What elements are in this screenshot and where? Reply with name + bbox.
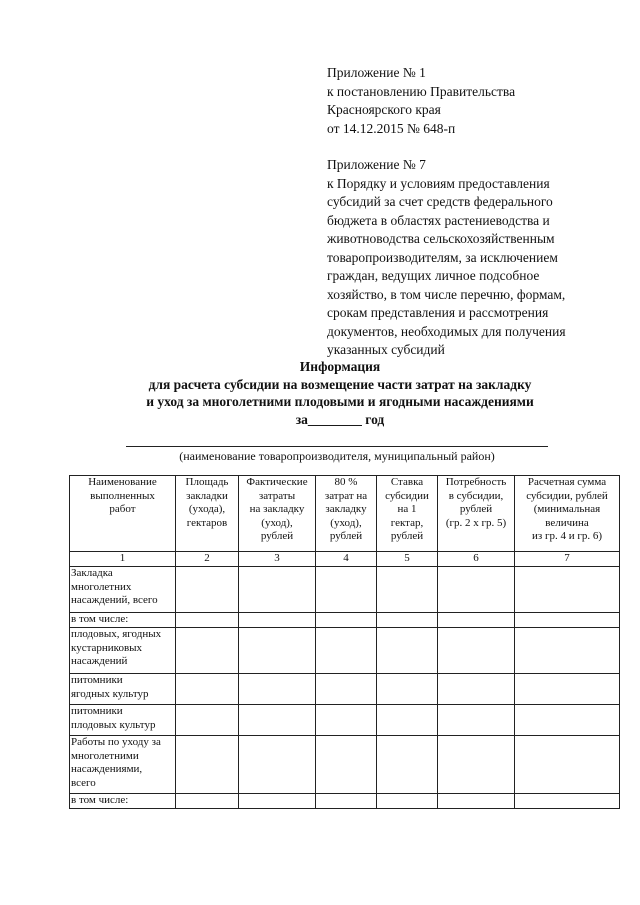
- annex7-line: к Порядку и условиям предоставления: [327, 175, 550, 191]
- annex1-line: Приложение № 1: [327, 65, 426, 80]
- table-cell: [377, 736, 438, 794]
- row-label: питомники ягодных культур: [70, 674, 176, 705]
- document-title: Информация: [299, 359, 381, 374]
- table-cell: [515, 674, 620, 705]
- table-cell: [316, 674, 377, 705]
- table-cell: [176, 794, 239, 809]
- column-number: 4: [316, 552, 377, 567]
- table-cell: [316, 628, 377, 674]
- column-number: 7: [515, 552, 620, 567]
- header-cell-area: Площадь закладки (ухода), гектаров: [176, 476, 239, 552]
- table-cell: [176, 736, 239, 794]
- table-cell: [515, 628, 620, 674]
- table-cell: [438, 794, 515, 809]
- table-cell: [515, 613, 620, 628]
- annex7-line: субсидий за счет средств федерального: [327, 194, 553, 209]
- producer-name-line: [126, 446, 548, 447]
- table-cell: [438, 628, 515, 674]
- table-row: [70, 613, 620, 628]
- table-cell: [438, 705, 515, 736]
- table-cell: [515, 794, 620, 809]
- header-cell-calculated-sum: Расчетная сумма субсидии, рублей (минимальная величина из гр. 4 и гр. 6): [515, 476, 620, 552]
- table-cell: [239, 674, 316, 705]
- annex7-line: животноводства сельскохозяйственным: [327, 231, 555, 246]
- annex1-line: к постановлению Правительства: [327, 83, 516, 99]
- table-cell: [176, 628, 239, 674]
- table-cell: [515, 705, 620, 736]
- year-line: за________ год: [295, 411, 385, 427]
- annex7-line: документов, необходимых для получения: [327, 323, 566, 339]
- table-cell: [377, 705, 438, 736]
- column-number: 5: [377, 552, 438, 567]
- column-number: 1: [70, 552, 176, 567]
- header-cell-work-name: Наименование выполненных работ: [70, 476, 176, 552]
- table-cell: [316, 736, 377, 794]
- table-cell: [438, 674, 515, 705]
- table-cell: [438, 567, 515, 613]
- table-row: [70, 705, 620, 736]
- table-cell: [377, 674, 438, 705]
- row-label: Закладка многолетних насаждений, всего: [70, 567, 176, 613]
- column-number: 6: [438, 552, 515, 567]
- table-cell: [515, 567, 620, 613]
- column-number: 3: [239, 552, 316, 567]
- table-cell: [239, 736, 316, 794]
- table-row: [70, 628, 620, 674]
- table-cell: [316, 613, 377, 628]
- table-cell: [316, 794, 377, 809]
- table-cell: [377, 628, 438, 674]
- table-cell: [316, 705, 377, 736]
- header-cell-80-percent: 80 % затрат на закладку (уход), рублей: [316, 476, 377, 552]
- document-subtitle-line: и уход за многолетними плодовыми и ягодными насаждениями: [146, 394, 534, 409]
- header-cell-actual-costs: Фактические затраты на закладку (уход), рублей: [239, 476, 316, 552]
- annex7-line: указанных субсидий: [327, 342, 445, 357]
- column-number-row: [70, 552, 620, 567]
- row-label: плодовых, ягодных кустарниковых насаждений: [70, 628, 176, 674]
- table-cell: [176, 705, 239, 736]
- row-label: в том числе:: [70, 794, 176, 809]
- table-cell: [239, 705, 316, 736]
- table-row: [70, 567, 620, 613]
- table-cell: [239, 567, 316, 613]
- annex7-line: срокам представления и рассмотрения: [327, 305, 549, 320]
- table-row: [70, 794, 620, 809]
- table-cell: [377, 567, 438, 613]
- table-row: [70, 736, 620, 794]
- table-cell: [377, 794, 438, 809]
- annex7-line: граждан, ведущих личное подсобное: [327, 268, 540, 283]
- header-row: [70, 476, 620, 552]
- document-subtitle-line: для расчета субсидии на возмещение части затрат на закладку: [148, 376, 532, 392]
- row-label: питомники плодовых культур: [70, 705, 176, 736]
- column-number: 2: [176, 552, 239, 567]
- annex-block: [327, 64, 627, 360]
- table-cell: [239, 794, 316, 809]
- annex7-line: бюджета в областях растениеводства и: [327, 212, 550, 228]
- table-cell: [438, 613, 515, 628]
- table-cell: [515, 736, 620, 794]
- annex7-line: товаропроизводителям, за исключением: [327, 249, 558, 265]
- table-row: [70, 674, 620, 705]
- table-cell: [239, 628, 316, 674]
- table-cell: [239, 613, 316, 628]
- annex1-line: Красноярского края: [327, 102, 441, 117]
- table-cell: [176, 674, 239, 705]
- document-heading: [100, 358, 580, 428]
- table-cell: [438, 736, 515, 794]
- table-cell: [176, 613, 239, 628]
- annex7-line: хозяйство, в том числе перечню, формам,: [327, 286, 566, 302]
- subsidy-table: [69, 475, 620, 809]
- producer-name-caption: (наименование товаропроизводителя, муниципальный район): [179, 449, 495, 463]
- table-cell: [176, 567, 239, 613]
- header-cell-rate: Ставка субсидии на 1 гектар, рублей: [377, 476, 438, 552]
- header-cell-need: Потребность в субсидии, рублей (гр. 2 х гр. 5): [438, 476, 515, 552]
- row-label: Работы по уходу за многолетними насаждениями, всего: [70, 736, 176, 794]
- table-cell: [316, 567, 377, 613]
- annex1-line: от 14.12.2015 № 648-п: [327, 120, 456, 136]
- row-label: в том числе:: [70, 613, 176, 628]
- annex7-line: Приложение № 7: [327, 157, 426, 172]
- table-cell: [377, 613, 438, 628]
